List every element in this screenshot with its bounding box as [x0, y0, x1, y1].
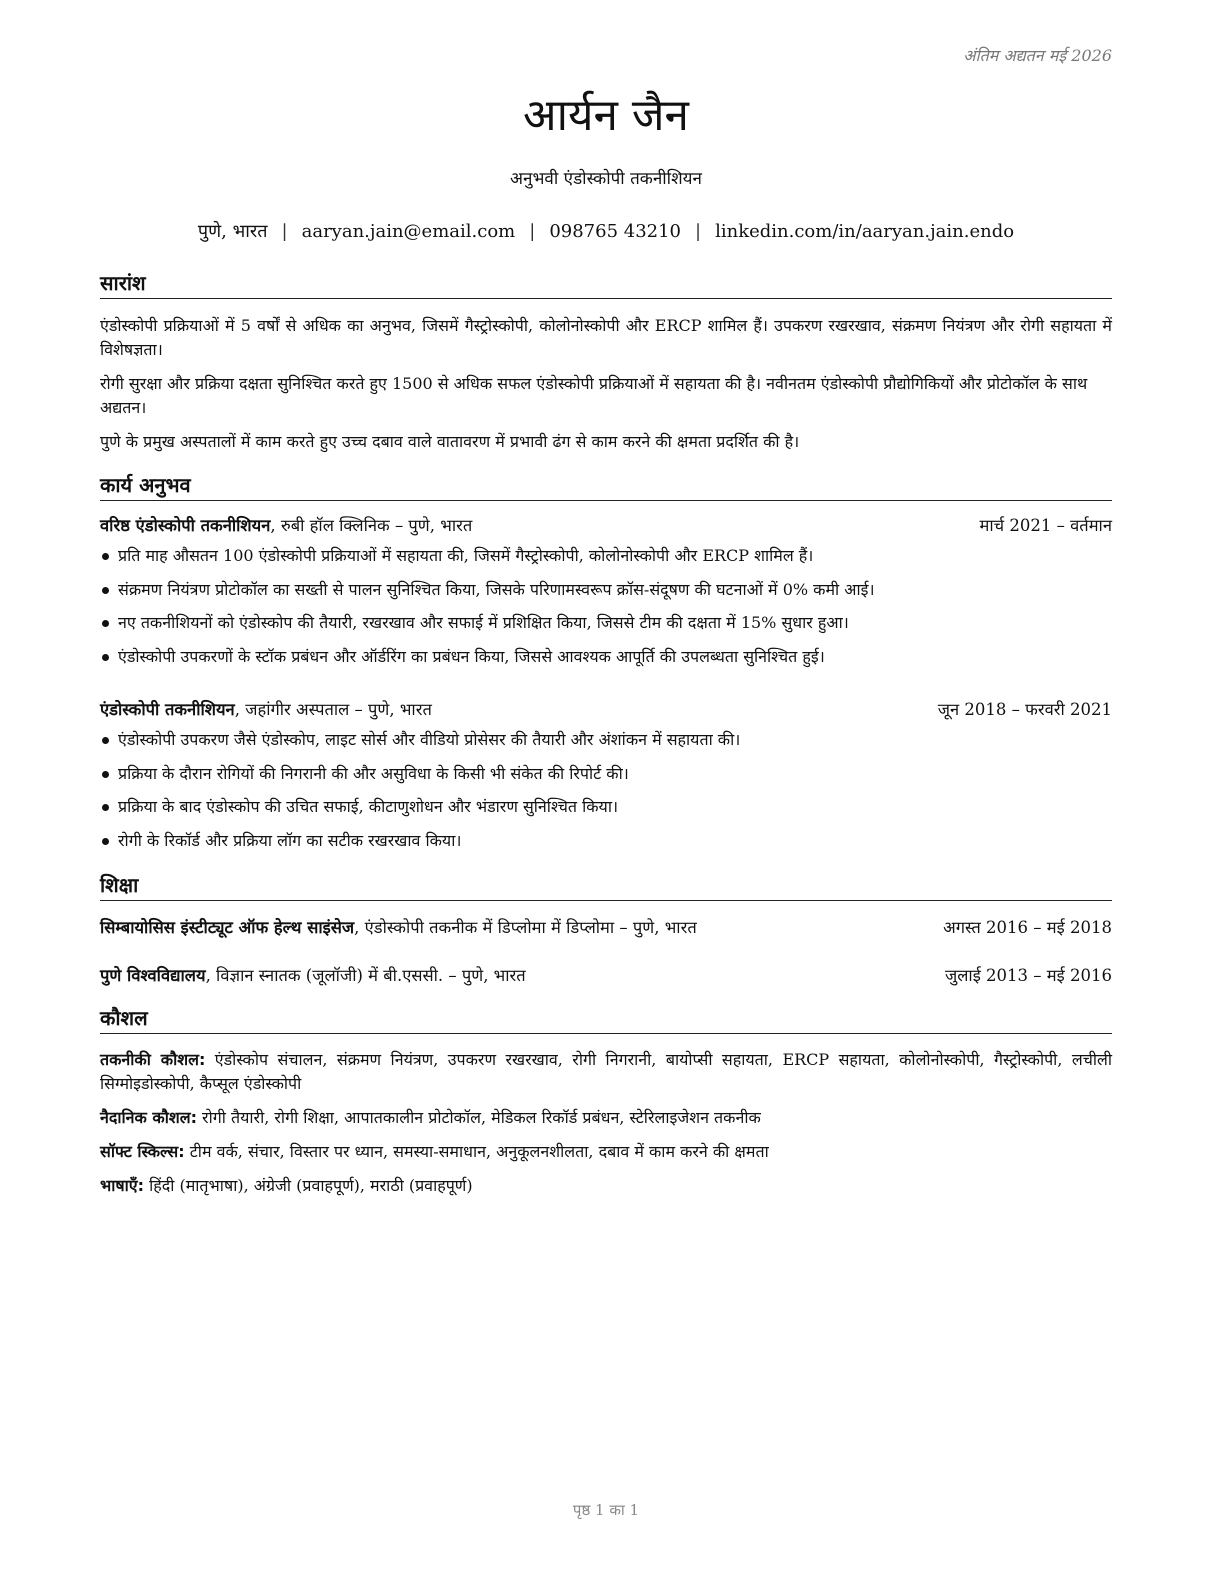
- list-item: प्रक्रिया के दौरान रोगियों की निगरानी की और असुविधा के किसी भी संकेत की रिपोर्ट की।: [100, 762, 1112, 796]
- contact-linkedin[interactable]: linkedin.com/in/aaryan.jain.endo: [715, 221, 1015, 242]
- job-role: एंडोस्कोपी तकनीशियन: [100, 700, 235, 719]
- resume-page: [100, 0, 1112, 1584]
- section-title-education: शिक्षा: [100, 872, 1112, 901]
- list-item: नए तकनीशियनों को एंडोस्कोप की तैयारी, रखरखाव और सफाई में प्रशिक्षित किया, जिससे टीम की दक्षता में 15% सुधार हुआ।: [100, 611, 1112, 645]
- job-org: , जहांगीर अस्पताल – पुणे, भारत: [234, 700, 432, 719]
- job-role: वरिष्ठ एंडोस्कोपी तकनीशियन: [100, 516, 271, 535]
- education-detail: , एंडोस्कोपी तकनीक में डिप्लोमा में डिप्लोमा – पुणे, भारत: [354, 918, 697, 937]
- job-dates: जून 2018 – फरवरी 2021: [937, 700, 1112, 719]
- skill-text: एंडोस्कोप संचालन, संक्रमण नियंत्रण, उपकरण रखरखाव, रोगी निगरानी, बायोप्सी सहायता, ERCP सहायता, कोलोनोस्कोपी, गैस्ट्रोस्कोपी, लचीली सिग्मोइडोस्कोपी, कैप्सूल एंडोस्कोपी: [100, 1050, 1112, 1093]
- job-dates: मार्च 2021 – वर्तमान: [979, 516, 1112, 535]
- job-bullets: [100, 544, 1112, 678]
- education-detail: , विज्ञान स्नातक (जूलॉजी) में बी.एससी. – पुणे, भारत: [205, 966, 526, 985]
- skill-group: [100, 1140, 1112, 1164]
- skill-label: तकनीकी कौशल:: [100, 1050, 206, 1069]
- section-title-summary: सारांश: [100, 270, 1112, 299]
- section-title-skills: कौशल: [100, 1005, 1112, 1034]
- summary-paragraph: रोगी सुरक्षा और प्रक्रिया दक्षता सुनिश्चित करते हुए 1500 से अधिक सफल एंडोस्कोपी प्रक्रियाओं में सहायता की है। नवीनतम एंडोस्कोपी प्रौद्योगिकियों और प्रोटोकॉल के साथ अद्यतन।: [100, 374, 1088, 417]
- last-updated: अंतिम अद्यतन मई 2026: [963, 46, 1112, 65]
- skill-label: भाषाएँ:: [100, 1176, 145, 1195]
- contact-separator: |: [281, 221, 288, 242]
- skill-label: नैदानिक कौशल:: [100, 1108, 197, 1127]
- contact-location: पुणे, भारत: [197, 221, 268, 242]
- list-item: संक्रमण नियंत्रण प्रोटोकॉल का सख्ती से पालन सुनिश्चित किया, जिसके परिणामस्वरूप क्रॉस-संदूषण की घटनाओं में 0% कमी आई।: [100, 578, 1112, 612]
- page-number: पृष्ठ 1 का 1: [572, 1501, 640, 1519]
- list-item: एंडोस्कोपी उपकरणों के स्टॉक प्रबंधन और ऑर्डरिंग का प्रबंधन किया, जिससे आवश्यक आपूर्ति की उपलब्धता सुनिश्चित हुई।: [100, 645, 1112, 679]
- job-org: , रुबी हॉल क्लिनिक – पुणे, भारत: [270, 516, 473, 535]
- contact-line: [100, 220, 1112, 244]
- skill-group: [100, 1048, 1112, 1096]
- list-item: रोगी के रिकॉर्ड और प्रक्रिया लॉग का सटीक रखरखाव किया।: [100, 829, 1112, 863]
- list-item: एंडोस्कोपी उपकरण जैसे एंडोस्कोप, लाइट सोर्स और वीडियो प्रोसेसर की तैयारी और अंशांकन में सहायता की।: [100, 728, 1112, 762]
- section-title-experience: कार्य अनुभव: [100, 472, 1112, 501]
- skill-group: [100, 1106, 1112, 1130]
- candidate-subtitle: अनुभवी एंडोस्कोपी तकनीशियन: [510, 169, 702, 189]
- skill-text: टीम वर्क, संचार, विस्तार पर ध्यान, समस्या-समाधान, अनुकूलनशीलता, दबाव में काम करने की क्षमता: [184, 1142, 769, 1161]
- skill-text: हिंदी (मातृभाषा), अंग्रेजी (प्रवाहपूर्ण), मराठी (प्रवाहपूर्ण): [144, 1176, 473, 1195]
- summary-paragraph: पुणे के प्रमुख अस्पतालों में काम करते हुए उच्च दबाव वाले वातावरण में प्रभावी ढंग से काम करने की क्षमता प्रदर्शित की है।: [100, 432, 800, 451]
- job-header: [100, 514, 1112, 538]
- education-institution: पुणे विश्वविद्यालय: [100, 966, 206, 985]
- education-entry: [100, 916, 1112, 940]
- contact-separator: |: [695, 221, 702, 242]
- education-entry: [100, 964, 1112, 988]
- education-dates: जुलाई 2013 – मई 2016: [945, 966, 1112, 985]
- job-header: [100, 698, 1112, 722]
- contact-separator: |: [529, 221, 536, 242]
- contact-email[interactable]: aaryan.jain@email.com: [301, 221, 516, 242]
- list-item: प्रक्रिया के बाद एंडोस्कोप की उचित सफाई, कीटाणुशोधन और भंडारण सुनिश्चित किया।: [100, 795, 1112, 829]
- job-bullets: [100, 728, 1112, 862]
- skill-text: रोगी तैयारी, रोगी शिक्षा, आपातकालीन प्रोटोकॉल, मेडिकल रिकॉर्ड प्रबंधन, स्टेरिलाइजेशन तकनीक: [196, 1108, 761, 1127]
- list-item: प्रति माह औसतन 100 एंडोस्कोपी प्रक्रियाओं में सहायता की, जिसमें गैस्ट्रोस्कोपी, कोलोनोस्कोपी और ERCP शामिल हैं।: [100, 544, 1112, 578]
- summary-paragraph: एंडोस्कोपी प्रक्रियाओं में 5 वर्षों से अधिक का अनुभव, जिसमें गैस्ट्रोस्कोपी, कोलोनोस्कोपी और ERCP शामिल हैं। उपकरण रखरखाव, संक्रमण नियंत्रण और रोगी सहायता में विशेषज्ञता।: [100, 316, 1112, 359]
- candidate-name: आर्यन जैन: [523, 90, 689, 141]
- skill-group: [100, 1174, 1112, 1198]
- contact-phone[interactable]: 098765 43210: [549, 221, 682, 242]
- education-institution: सिम्बायोसिस इंस्टीट्यूट ऑफ हेल्थ साइंसेज: [100, 918, 355, 937]
- skill-label: सॉफ्ट स्किल्स:: [100, 1142, 185, 1161]
- education-dates: अगस्त 2016 – मई 2018: [943, 918, 1112, 937]
